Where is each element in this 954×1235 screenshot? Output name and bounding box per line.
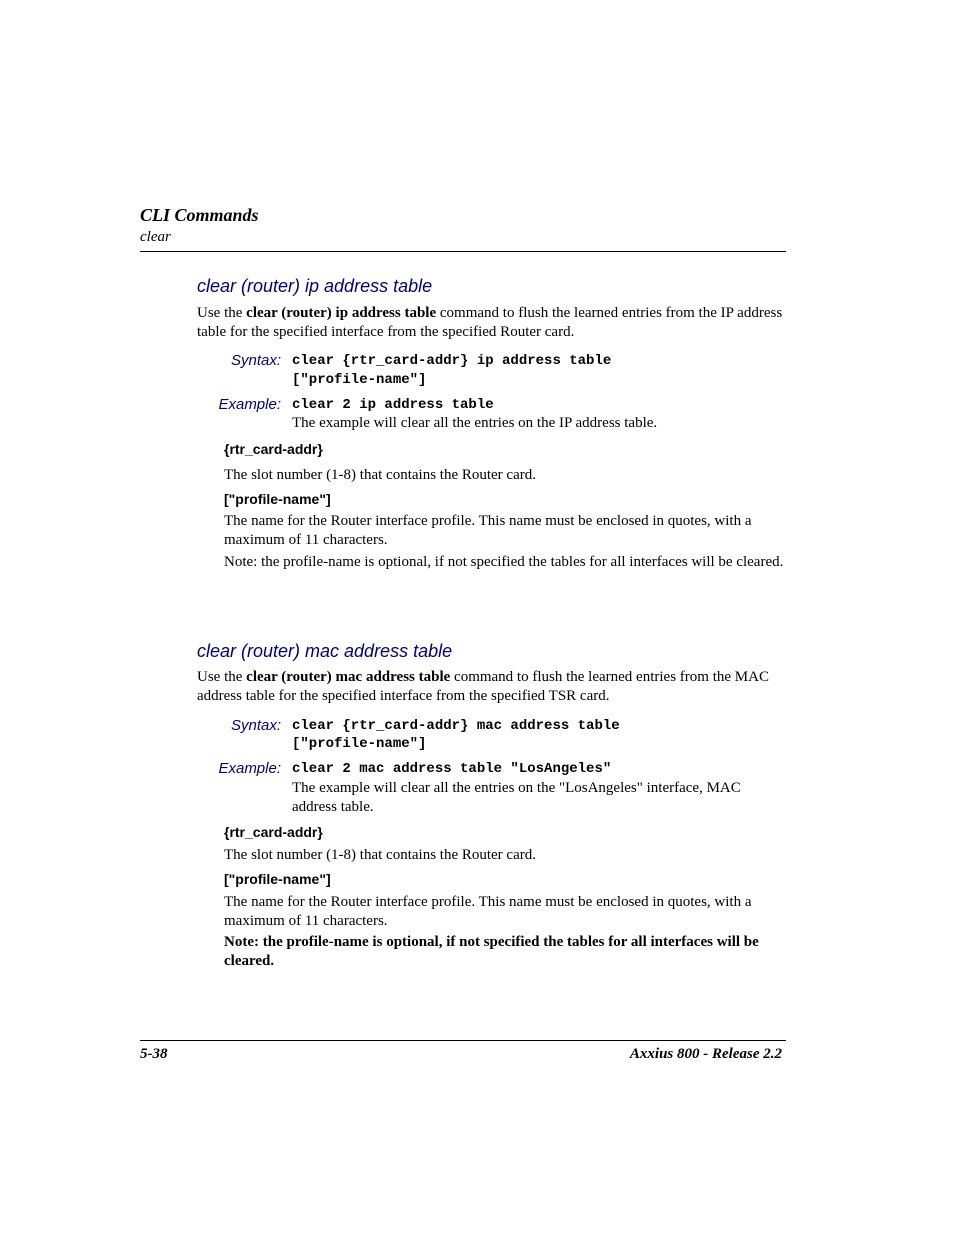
syntax-label: Syntax: xyxy=(230,352,281,369)
running-header-title: CLI Commands xyxy=(140,205,259,225)
footer-rule xyxy=(140,1040,786,1041)
param-profile-name-desc: The name for the Router interface profile. This name must be enclosed in quotes, with a maximum of 11 characters. xyxy=(224,894,752,929)
param-profile-name: ["profile-name"] xyxy=(224,871,331,887)
section2-intro: Use the clear (router) mac address table command to flush the learned entries from the MAC address table for the specified interface from the specified TSR card. xyxy=(197,669,769,704)
running-header-subtitle: clear xyxy=(140,229,171,245)
example-description: The example will clear all the entries on the "LosAngeles" interface, MAC address table. xyxy=(292,780,741,815)
page-number: 5-38 xyxy=(140,1046,168,1062)
example-description: The example will clear all the entries on the IP address table. xyxy=(292,415,658,431)
param-profile-name: ["profile-name"] xyxy=(224,491,331,507)
param-rtr-card-addr: {rtr_card-addr} xyxy=(224,824,323,840)
param-rtr-card-addr: {rtr_card-addr} xyxy=(224,441,323,457)
note-bold: Note: the profile-name is optional, if not specified the tables for all interfaces will be cleared. xyxy=(224,934,759,969)
param-profile-name-desc: The name for the Router interface profile. This name must be enclosed in quotes, with a maximum of 11 characters. xyxy=(224,513,752,548)
product-release: Axxius 800 - Release 2.2 xyxy=(629,1046,782,1062)
example-command: clear 2 ip address table xyxy=(292,397,494,413)
example-label: Example: xyxy=(218,760,281,777)
section-title-mac-address-table: clear (router) mac address table xyxy=(197,641,453,661)
syntax-line-1: clear {rtr_card-addr} mac address table xyxy=(292,718,620,734)
section1-intro: Use the clear (router) ip address table command to flush the learned entries from the IP address table for the specified interface from the specified Router card. xyxy=(197,305,783,340)
syntax-line-2: ["profile-name"] xyxy=(292,736,427,752)
param-rtr-card-addr-desc: The slot number (1-8) that contains the Router card. xyxy=(224,847,536,863)
syntax-label: Syntax: xyxy=(230,717,281,734)
example-command: clear 2 mac address table "LosAngeles" xyxy=(292,761,612,777)
section-title-ip-address-table: clear (router) ip address table xyxy=(197,276,433,296)
syntax-line-1: clear {rtr_card-addr} ip address table xyxy=(292,353,612,369)
header-rule xyxy=(140,251,786,252)
note: Note: the profile-name is optional, if not specified the tables for all interfaces will be cleared. xyxy=(224,554,784,570)
example-label: Example: xyxy=(218,396,281,413)
param-rtr-card-addr-desc: The slot number (1-8) that contains the Router card. xyxy=(224,467,536,483)
syntax-line-2: ["profile-name"] xyxy=(292,372,427,388)
